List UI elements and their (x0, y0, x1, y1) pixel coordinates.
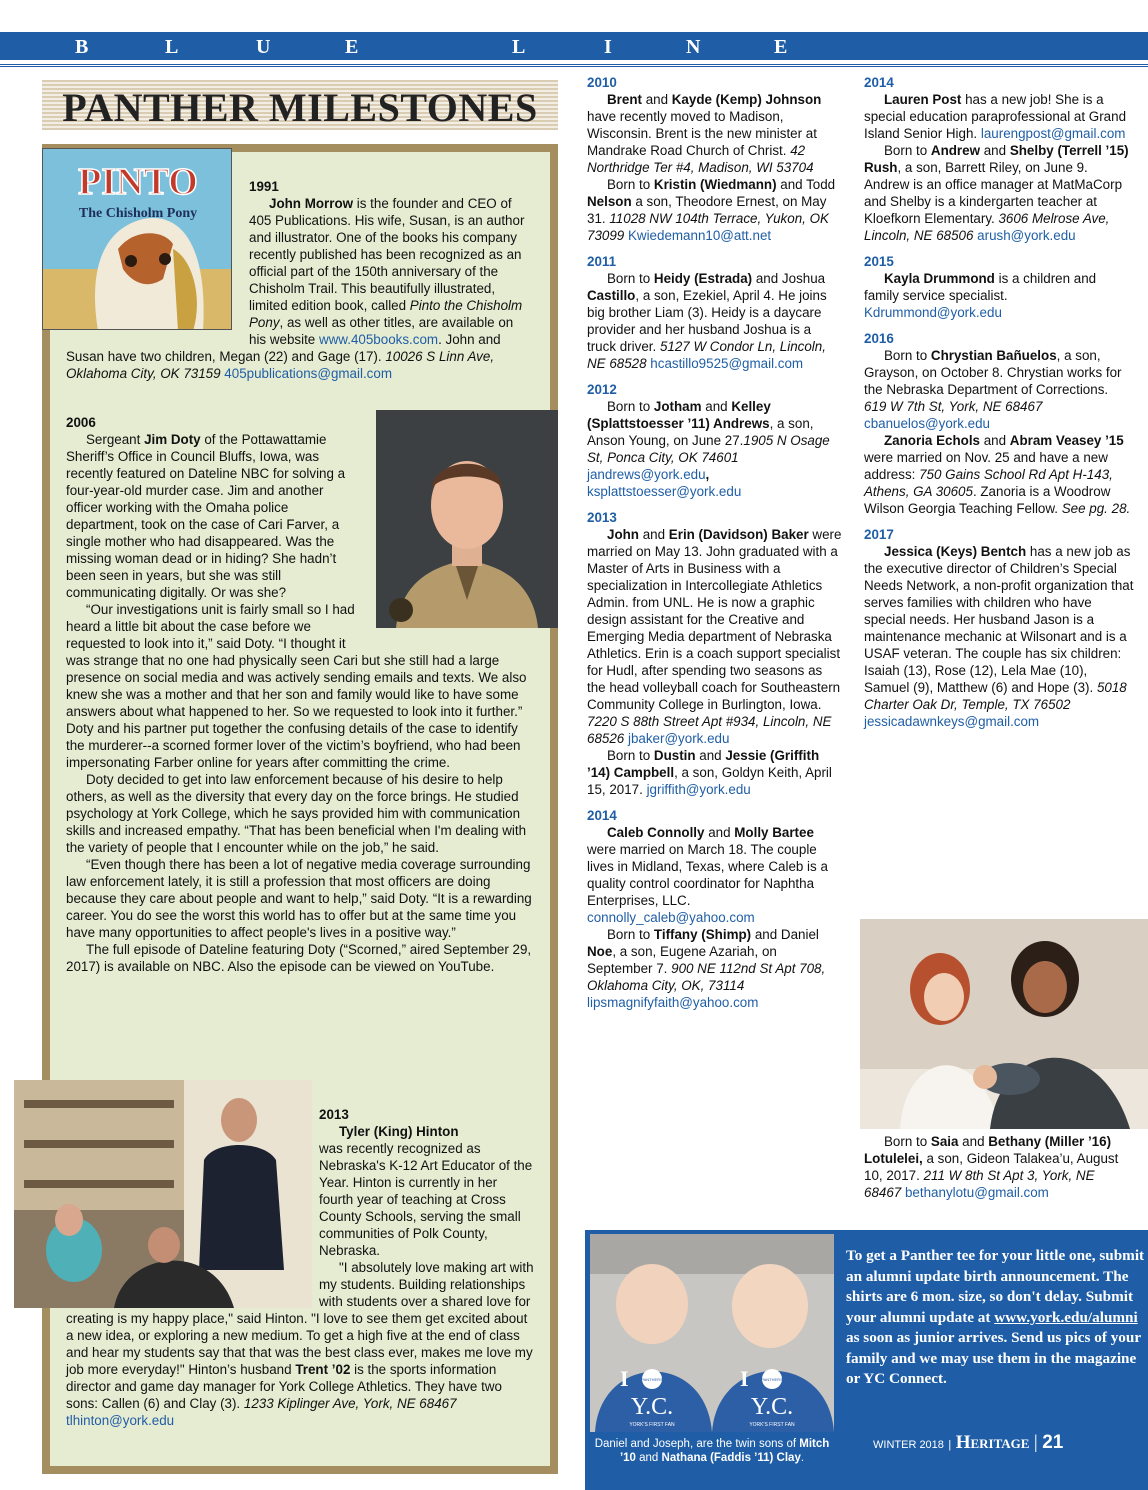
bold-name: Chrystian Bañuelos (930, 348, 1057, 363)
italic-address: 11028 NW 104th Terrace, Yukon, OK 73099 (587, 211, 829, 243)
entry-2013-p1: was recently recognized as Nebraska's K-12 Art Educator of the Year. Hinton is currently in her fourth year of teaching at Cross County Schools, serving the small communities of Polk County, Nebraska. (319, 1141, 533, 1258)
text-run: a son, Gideon Talakea’u, August 10, 2017. (864, 1151, 1119, 1183)
bold-name: Brent (607, 92, 642, 107)
book-cover-subtitle: The Chisholm Pony (78, 206, 198, 221)
email-or-web-link[interactable]: jgriffith@york.edu (646, 782, 751, 797)
section-title: PANTHER MILESTONES (62, 85, 538, 130)
email-or-web-link[interactable]: www.405books.com (318, 332, 439, 347)
italic-address: 5018 Charter Oak Dr, Temple, TX 76502 (864, 680, 1127, 712)
text-run: have recently moved to Madison, Wisconsin. Brent is the new minister at Mandrake Road Church of Christ. (587, 109, 817, 158)
folio-page-number: 21 (1042, 1432, 1064, 1453)
bold-name: Lauren Post (884, 92, 962, 107)
bold-name: Kristin (Wiedmann) (653, 177, 777, 192)
shirt-small-left: YORK'S FIRST FAN (629, 1422, 675, 1428)
text-run: , as well as other titles, are available on his website (249, 315, 514, 347)
entry-2006-p3: Doty decided to get into law enforcement because of his desire to help others, as well as the diversity that every day on the force brings. He studied psychology at York College, which he says provided him with communication skills and increased empathy. “That has been beneficial when I'm dealing with the variety of people that I encounter while on the job,” he said. (66, 772, 527, 855)
text-run: and (641, 92, 672, 107)
email-or-web-link[interactable]: Kdrummond@york.edu (864, 305, 1002, 320)
italic-address: 1905 N Osage St, Ponca City, OK 74601 (587, 433, 830, 465)
text-run: . (800, 1452, 805, 1464)
text-run: , a son, Grayson, on October 8. Chrystian works for the Nebraska Department of Corrections. (864, 348, 1122, 397)
year-heading: 2014 (587, 808, 617, 823)
text-run: were married on Nov. 25 and have a new address: (864, 450, 1108, 482)
entry-paragraph (864, 347, 1134, 432)
bold-name: Kayla Drummond (884, 271, 995, 286)
promo-text (846, 1246, 1146, 1390)
text-run: , a son, Barrett Riley, on June 9. Andrew is an office manager at MatMaCorp and Shelby is a kindergarten teacher at Kloefkorn Elementary. (864, 160, 1123, 226)
bold-name: Saia (930, 1134, 959, 1149)
text-run: and (639, 527, 669, 542)
text-run: and (980, 433, 1010, 448)
entry-1991 (66, 195, 534, 382)
right-column (864, 74, 1134, 730)
folio-season: WINTER 2018 (873, 1439, 944, 1451)
italic-address: 750 Gains School Rd Apt H-143, Athens, GA 30605 (864, 467, 1113, 499)
text-run: Born to (607, 399, 654, 414)
email-or-web-link[interactable]: bethanylotu@gmail.com (904, 1185, 1049, 1200)
shirt-yc-right: Y.C. (750, 1394, 794, 1420)
mast-letter: I (604, 36, 612, 58)
entry-paragraph (864, 142, 1134, 244)
bold-name: Mitch ’10 (619, 1438, 830, 1464)
text-run: and Todd (776, 177, 836, 192)
text-run: has a new job! She is a special education paraprofessional at Grand Island Senior High. (864, 92, 1127, 141)
text-run: To get a Panther tee for your little one, submit an alumni update birth announcement. The shirts are 6 mon. size, so don't delay. Submit your alumni update at (846, 1247, 1145, 1326)
text-run: Born to (607, 271, 654, 286)
section-title-band (42, 80, 558, 130)
entry-paragraph (864, 543, 1134, 730)
text-wrap-spacer (66, 195, 249, 342)
right-column-after-photo (864, 1133, 1134, 1201)
email-or-web-link[interactable]: arush@york.edu (977, 228, 1076, 243)
text-run: and (695, 748, 726, 763)
year-heading: 2017 (864, 527, 894, 542)
text-run: , a son, Eugene Azariah, on September 7. (587, 944, 777, 976)
text-run: Daniel and Joseph, are the twin sons of (594, 1438, 800, 1450)
email-or-web-link[interactable]: Kwiedemann10@att.net (627, 228, 772, 243)
italic-address: 7220 S 88th Street Apt #934, Lincoln, NE 68526 (587, 714, 832, 746)
email-or-web-link[interactable]: tlhinton@york.edu (66, 1413, 175, 1428)
mast-letter: B (75, 36, 89, 58)
text-wrap-spacer (358, 431, 534, 639)
text-wrap-spacer (66, 1106, 319, 1310)
bold-name: Erin (Davidson) Baker (668, 527, 809, 542)
text-run: Born to (607, 177, 654, 192)
twins-illustration (590, 1234, 834, 1432)
email-or-web-link[interactable]: connolly_caleb@yahoo.com (587, 910, 755, 925)
entry-paragraph (587, 526, 842, 747)
bold-name: Nelson (587, 194, 632, 209)
italic-address: 10026 S Linn Ave, Oklahoma City, OK 73159 (66, 349, 495, 381)
shirt-small-right: YORK'S FIRST FAN (749, 1422, 795, 1428)
email-or-web-link[interactable]: cbanuelos@york.edu (864, 416, 991, 431)
bold-name: Trent ’02 (295, 1362, 351, 1377)
bold-name: Jessica (Keys) Bentch (884, 544, 1027, 559)
italic-address: See pg. 28. (1061, 501, 1131, 516)
email-or-web-link[interactable]: ksplattstoesser@york.edu (587, 484, 742, 499)
entry-paragraph (587, 824, 842, 926)
bold-name: Abram Veasey ’15 (1009, 433, 1124, 448)
blueline-masthead (0, 32, 1148, 60)
text-run: Born to (884, 143, 931, 158)
year-heading: 2014 (864, 75, 894, 90)
italic-address: 211 W 8th St Apt 3, York, NE 68467 (864, 1168, 1095, 1200)
entry-paragraph (587, 398, 842, 500)
text-run: , a son, Goldyn Keith, April 15, 2017. (587, 765, 832, 797)
year-heading: 2012 (587, 382, 617, 397)
year-heading-2006: 2006 (66, 415, 96, 430)
text-run: a son, Theodore Ernest, on May 31. (587, 194, 827, 226)
text-run: and (704, 825, 735, 840)
folio-separator-2: | (1033, 1432, 1038, 1453)
italic-address: 1233 Kiplinger Ave, York, NE 68467 (243, 1396, 457, 1411)
text-run: . John and Susan have two children, Megan (22) and Gage (17). (66, 332, 501, 364)
bold-name: Tiffany (Shimp) (653, 927, 752, 942)
alumni-link[interactable]: www.york.edu/alumni (994, 1308, 1138, 1326)
bold-name: Jotham (653, 399, 702, 414)
text-run: were married on May 13. John graduated with a Master of Arts in Business with a specialization in Intercollegiate Athletics Admin. from UNL. He is now a graphic design assistant for the Creative and Emerging Media department of Nebraska Athletics. Erin is a coach support specialist for Hudl, after spending two seasons as the head volleyball coach for Southeastern Community College in Burlington, Iowa. (587, 527, 842, 712)
folio-separator: | (948, 1439, 952, 1451)
entry-2013-name: Tyler (King) Hinton (339, 1124, 459, 1139)
text-run: and Daniel (751, 927, 819, 942)
year-heading-1991: 1991 (249, 179, 279, 194)
masthead-rule (0, 64, 1148, 67)
bold-name: Andrew (930, 143, 981, 158)
mast-letter: L (165, 36, 179, 58)
folio-magazine: Heritage (955, 1432, 1030, 1453)
bold-name: Jessie (Griffith ’14) Campbell (587, 748, 820, 780)
text-run: is the sports information director and game day manager for York College Athletics. They have two sons: Callen (6) and Clay (3). (66, 1362, 502, 1411)
bold-name: Jim Doty (144, 432, 201, 447)
shirt-i-right: I (740, 1366, 749, 1391)
italic-address: Pinto the Chisholm Pony (249, 298, 523, 330)
mast-letter: U (256, 36, 271, 58)
entry-paragraph (587, 747, 842, 798)
bold-name: Noe (587, 944, 613, 959)
italic-address: 619 W 7th St, York, NE 68467 (864, 399, 1043, 414)
text-run: and Joshua (752, 271, 826, 286)
bold-name: Nathana (Faddis ’11) Clay (661, 1452, 801, 1464)
text-run: Born to (884, 1134, 931, 1149)
bold-name: Kelley (Splattstoesser ’11) Andrews (587, 399, 771, 431)
year-heading: 2016 (864, 331, 894, 346)
year-heading-2013-left: 2013 (319, 1107, 349, 1122)
entry-paragraph (864, 270, 1134, 321)
text-run: were married on March 18. The couple lives in Midland, Texas, where Caleb is a quality control coordinator for Naphtha Enterprises, LLC. (587, 842, 828, 908)
mast-letter: E (345, 36, 359, 58)
bold-name: Kayde (Kemp) Johnson (671, 92, 822, 107)
text-run: Sergeant (86, 432, 145, 447)
family-illustration (860, 919, 1148, 1129)
text-run: and (635, 1452, 662, 1464)
year-heading: 2013 (587, 510, 617, 525)
text-run: Born to (607, 927, 654, 942)
shirt-paw-left: PANTHERS (641, 1377, 663, 1382)
book-cover-title: PINTO (78, 161, 198, 203)
italic-address: 900 NE 112nd St Apt 708, Oklahoma City, OK, 73114 (587, 961, 826, 993)
entry-1991-heading-block (249, 178, 534, 195)
bold-name: Heidy (Estrada) (653, 271, 753, 286)
shirt-i-left: I (620, 1366, 629, 1391)
email-or-web-link[interactable]: jessicadawnkeys@gmail.com (864, 714, 1040, 729)
mast-letter: E (774, 36, 788, 58)
shirt-paw-right: PANTHERS (761, 1377, 783, 1382)
family-photo (860, 919, 1148, 1129)
text-run: is a children and family service specialist. (864, 271, 1097, 303)
email-or-web-link[interactable]: hcastillo9525@gmail.com (650, 356, 804, 371)
email-or-web-link[interactable]: laurengpost@gmail.com (980, 126, 1126, 141)
entry-2006-p5: The full episode of Dateline featuring Doty (“Scorned,” aired September 29, 2017) is available on NBC. Also the episode can be viewed on YouTube. (66, 942, 532, 974)
entry-2006 (66, 414, 534, 975)
text-run: Born to (607, 748, 654, 763)
text-run: is the founder and CEO of 405 Publications. His wife, Susan, is an author and illustrator. One of the books his company recently published has been recognized as an official part of the 150th anniversary of the Chisholm Trail. This beautifully illustrated, limited edition book, called (249, 196, 525, 313)
bold-name: Caleb Connolly (607, 825, 705, 840)
email-or-web-link[interactable]: lipsmagnifyfaith@yahoo.com (587, 995, 759, 1010)
bold-name: Bethany (Miller ’16) Lotulelei, (864, 1134, 1112, 1166)
entry-2006-p4: “Even though there has been a lot of negative media coverage surrounding law enforcement lately, it is still a profession that most officers are doing because they care about people and want to help,” said Doty. “It is a rewarding career. You do see the worst this world has to offer but at the same time you have many opportunities to affect people's lives in a positive way.” (66, 857, 532, 940)
bold-name: John Morrow (269, 196, 354, 211)
bold-name: Molly Bartee (734, 825, 814, 840)
email-or-web-link[interactable]: jbaker@york.edu (627, 731, 730, 746)
year-heading: 2011 (587, 254, 617, 269)
italic-address: 42 Northridge Ter #4, Madison, WI 53704 (587, 143, 814, 175)
bold-name: Zanoria Echols (884, 433, 980, 448)
text-run: and (701, 399, 732, 414)
entry-paragraph (587, 926, 842, 1011)
bold-name: Shelby (Terrell ’15) Rush (864, 143, 1129, 175)
italic-address: 5127 W Condor Ln, Lincoln, NE 68528 (587, 339, 826, 371)
entry-paragraph (864, 1133, 1134, 1201)
email-or-web-link[interactable]: jandrews@york.edu (587, 467, 706, 482)
text-run: has a new job as the executive director of Children’s Special Needs Network, a non-profit organization that serves families with children who have special needs. Her husband Jason is a maintenance mechanic at Wilsonart and is a USAF veteran. The couple has six children: Isaiah (13), Rose (12), Lela Mae (10), Samuel (9), Matthew (6) and Hope (3). (864, 544, 1134, 695)
entry-paragraph (864, 91, 1134, 142)
bold-name: Castillo (587, 288, 636, 303)
twins-caption (590, 1437, 834, 1465)
entry-paragraph (864, 432, 1134, 517)
year-heading: 2015 (864, 254, 894, 269)
twins-photo (590, 1234, 834, 1432)
bold-name: Dustin (653, 748, 696, 763)
entry-paragraph (587, 176, 842, 244)
text-run: of the Pottawattamie Sheriff’s Office in Council Bluffs, Iowa, was recently featured on Dateline NBC for solving a four-year-old murder case. Jim and another officer working with the Omaha police department, took on the case of Cari Farver, a single mother who had disappeared. Was the missing woman dead or in hiding? She hadn’t been seen in years, but she was still communicating digitally. Or was she? (66, 432, 346, 600)
entry-paragraph (587, 91, 842, 176)
mast-letter: L (512, 36, 526, 58)
middle-column (587, 74, 842, 1011)
text-run: . Zanoria is a Woodrow Wilson Georgia Teaching Fellow. (864, 484, 1111, 516)
page-folio (873, 1432, 1063, 1454)
text-run: , a son, Ezekiel, April 4. He joins big brother Liam (3). Heidy is a daycare provider and her husband Joshua is a truck driver. (587, 288, 827, 354)
text-run: Born to (884, 348, 931, 363)
text-run: and (958, 1134, 989, 1149)
text-run: , a son, Anson Young, on June 27. (587, 416, 814, 448)
mast-letter: N (686, 36, 701, 58)
bold-name: John (607, 527, 639, 542)
text-run: as soon as junior arrives. Send us pics of your family and we may use them in the magazine or YC Connect. (846, 1329, 1141, 1387)
email-or-web-link[interactable]: 405publications@gmail.com (224, 366, 392, 381)
text-run: and (980, 143, 1010, 158)
italic-address: 3606 Melrose Ave, Lincoln, NE 68506 (864, 211, 1110, 243)
entry-2013-left (66, 1106, 534, 1429)
year-heading: 2010 (587, 75, 617, 90)
entry-paragraph (587, 270, 842, 372)
bold-name: , (705, 467, 710, 482)
shirt-yc-left: Y.C. (630, 1394, 674, 1420)
entry-2006-p2: “Our investigations unit is fairly small so I had heard a little bit about the case before we requested to look into it,” said Doty. “I thought it was strange that no one had physically seen Cari but she still had a large presence on social media and was actively sending emails and texts. We also knew she was a mother and that her son and family would like to have some answers about what happened to her. So we requested to look into it further.” Doty and his partner put together the confusing details of the case to identify the murderer--a scorned former lover of the victim’s boyfriend, who had been impersonating Farber online for years after committing the crime. (66, 602, 527, 770)
text-run: "I absolutely love making art with my students. Building relationships with students over a shared love for creating is my happy place," said Hinton. "I love to see them get excited about a new idea, or exploring a new medium. To get a high five at the end of class and hear my students say that that was the best class ever, makes me love my job more everyday!" Hinton’s husband (66, 1260, 534, 1377)
